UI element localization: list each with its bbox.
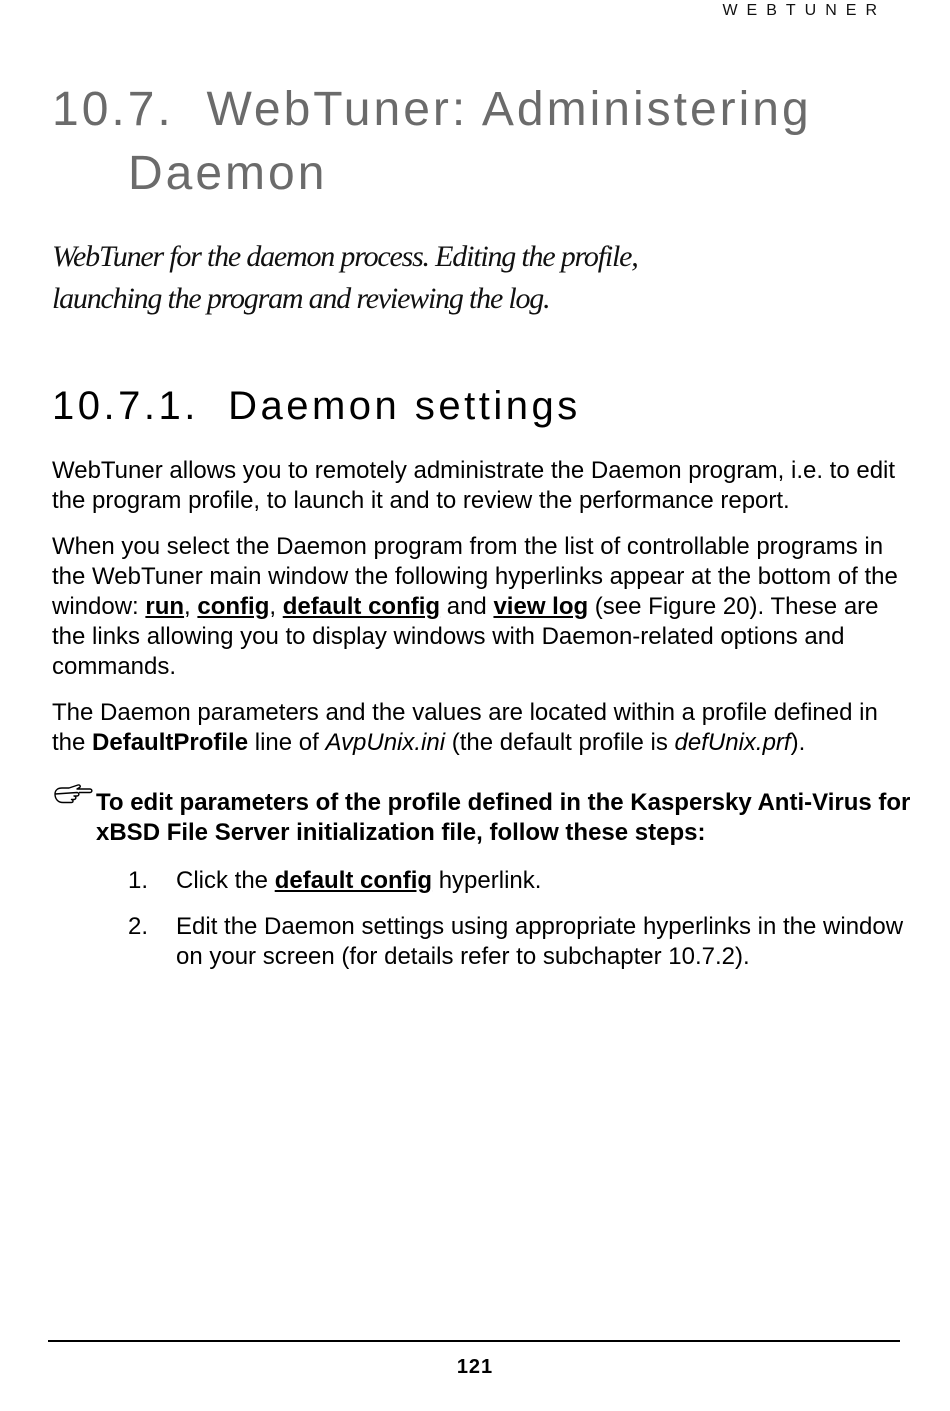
step-number: 1. bbox=[128, 867, 149, 894]
chapter-abstract: WebTuner for the daemon process. Editing the profile, launching the program and reviewing the log. bbox=[52, 240, 638, 315]
step-number: 2. bbox=[128, 913, 149, 940]
conjunction: and bbox=[440, 593, 494, 620]
paragraph-text: The Daemon parameters and the values are located within a profile defined in the bbox=[52, 699, 878, 756]
paragraph-hyperlinks bbox=[52, 532, 912, 682]
separator: , bbox=[184, 593, 198, 620]
step-text-part: Click the bbox=[176, 867, 275, 894]
default-config-link[interactable]: default config bbox=[282, 593, 441, 620]
list-item bbox=[128, 866, 908, 896]
list-item bbox=[128, 912, 908, 972]
step-text: Edit the Daemon settings using appropriate hyperlinks in the window on your screen (for details refer to subchapter 10.7.2). bbox=[176, 913, 904, 970]
paragraph-intro: WebTuner allows you to remotely administrate the Daemon program, i.e. to edit the program profile, to launch it and to review the performance report. bbox=[52, 457, 896, 514]
paragraph-profile bbox=[52, 698, 912, 758]
separator: , bbox=[269, 593, 283, 620]
config-link[interactable]: config bbox=[197, 593, 270, 620]
running-head: WEBTUNER bbox=[722, 2, 886, 19]
page-number: 121 bbox=[456, 1356, 494, 1378]
paragraph-text: (the default profile is bbox=[445, 729, 675, 756]
run-link[interactable]: run bbox=[145, 593, 185, 620]
ini-filename: AvpUnix.ini bbox=[325, 729, 446, 756]
step-text-part: hyperlink. bbox=[432, 867, 542, 894]
view-log-link[interactable]: view log bbox=[493, 593, 589, 620]
procedure-heading: To edit parameters of the profile defined in the Kaspersky Anti-Virus for xBSD File Server initialization file, follow these steps: bbox=[96, 789, 911, 846]
default-profile-term: DefaultProfile bbox=[92, 729, 249, 756]
section-title bbox=[52, 384, 581, 429]
step-text bbox=[128, 866, 908, 896]
default-config-step-link[interactable]: default config bbox=[274, 867, 433, 894]
chapter-title-line1: WebTuner: Administering bbox=[206, 83, 812, 136]
procedure-block bbox=[52, 788, 912, 848]
profile-filename: defUnix.prf bbox=[674, 729, 791, 756]
pointing-hand-icon bbox=[52, 782, 94, 806]
footer-divider bbox=[48, 1340, 900, 1342]
chapter-number: 10.7. bbox=[52, 83, 174, 136]
paragraph-text: ). bbox=[790, 729, 806, 756]
paragraph-text: line of bbox=[248, 729, 326, 756]
paragraph-text: (see Figure 20). These are the links allowing you to display windows with Daemon-related options and commands. bbox=[52, 593, 879, 680]
paragraph-text: When you select the Daemon program from the list of controllable programs in the WebTuner main window the following hyperlinks appear at the bottom of the window: bbox=[52, 533, 898, 620]
section-number: 10.7.1. bbox=[52, 384, 199, 428]
section-title-text: Daemon settings bbox=[228, 384, 581, 428]
chapter-title-line2: Daemon bbox=[128, 147, 328, 200]
chapter-title bbox=[52, 78, 912, 206]
